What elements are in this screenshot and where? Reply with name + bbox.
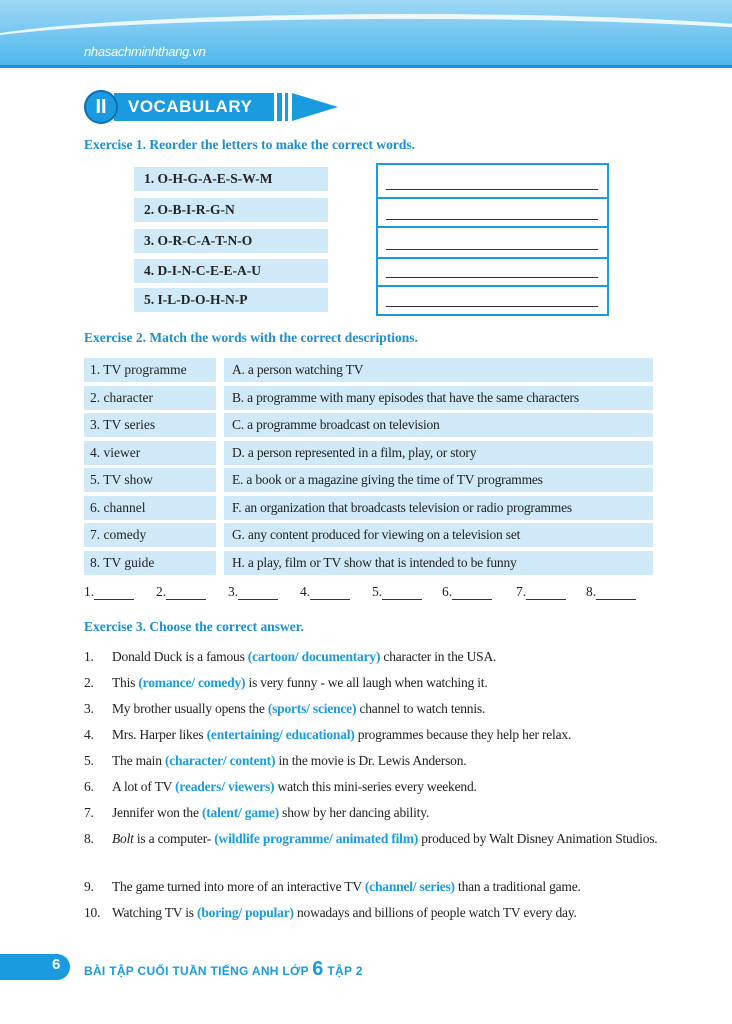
match-answer-blank[interactable]: 1. [84, 584, 134, 600]
match-answer-blank[interactable]: 6. [442, 584, 492, 600]
answer-blank[interactable] [386, 219, 598, 220]
scramble-item: 5. I-L-D-O-H-N-P [134, 288, 328, 312]
match-description: G. any content produced for viewing on a television set [224, 523, 653, 547]
match-answer-blank[interactable]: 4. [300, 584, 350, 600]
match-description: A. a person watching TV [224, 358, 653, 382]
answer-options[interactable]: (wildlife programme/ animated film) [214, 831, 419, 846]
match-answer-line [84, 584, 654, 604]
match-word: 7. comedy [84, 523, 216, 547]
header-rule [0, 65, 732, 68]
divider [378, 197, 607, 199]
divider [378, 285, 607, 287]
scramble-item: 1. O-H-G-A-E-S-W-M [134, 167, 328, 191]
section-number: II [84, 90, 118, 124]
answer-options[interactable]: (boring/ popular) [197, 905, 294, 920]
page-number: 6 [52, 956, 61, 973]
page-footer [0, 954, 732, 980]
match-word: 1. TV programme [84, 358, 216, 382]
heading-bar [285, 93, 288, 121]
answer-blank[interactable] [386, 277, 598, 278]
match-answer-blank[interactable]: 2. [156, 584, 206, 600]
match-word: 4. viewer [84, 441, 216, 465]
match-word: 8. TV guide [84, 551, 216, 575]
answer-options[interactable]: (channel/ series) [364, 879, 455, 894]
scramble-item: 2. O-B-I-R-G-N [134, 198, 328, 222]
answer-options[interactable]: (entertaining/ educational) [206, 727, 355, 742]
match-description: H. a play, film or TV show that is intended to be funny [224, 551, 653, 575]
answer-blank[interactable] [386, 306, 598, 307]
answer-box [376, 163, 609, 316]
heading-bar [277, 93, 282, 121]
divider [378, 226, 607, 228]
match-answer-blank[interactable]: 3. [228, 584, 278, 600]
match-description: E. a book or a magazine giving the time of TV programmes [224, 468, 653, 492]
answer-options[interactable]: (readers/ viewers) [175, 779, 275, 794]
answer-options[interactable]: (talent/ game) [201, 805, 279, 820]
match-word: 5. TV show [84, 468, 216, 492]
answer-options[interactable]: (cartoon/ documentary) [247, 649, 381, 664]
answer-blank[interactable] [386, 249, 598, 250]
answer-options[interactable]: (sports/ science) [267, 701, 357, 716]
match-answer-blank[interactable]: 5. [372, 584, 422, 600]
match-answer-blank[interactable]: 7. [516, 584, 566, 600]
divider [378, 257, 607, 259]
match-word: 3. TV series [84, 413, 216, 437]
scramble-item: 4. D-I-N-C-E-E-A-U [134, 259, 328, 283]
site-watermark: nhasachminhthang.vn [84, 44, 206, 59]
answer-options[interactable]: (character/ content) [164, 753, 276, 768]
section-title: VOCABULARY [114, 93, 274, 121]
match-description: D. a person represented in a film, play, or story [224, 441, 653, 465]
match-word: 2. character [84, 386, 216, 410]
match-description: F. an organization that broadcasts television or radio programmes [224, 496, 653, 520]
exercise3-title: Exercise 3. Choose the correct answer. [84, 619, 304, 634]
scramble-item: 3. O-R-C-A-T-N-O [134, 229, 328, 253]
match-description: B. a programme with many episodes that have the same characters [224, 386, 653, 410]
page-header [0, 0, 732, 68]
match-description: C. a programme broadcast on television [224, 413, 653, 437]
exercise2-title: Exercise 2. Match the words with the correct descriptions. [84, 330, 418, 345]
section-heading [84, 90, 344, 124]
heading-arrow [292, 93, 338, 121]
header-swoosh [0, 14, 732, 68]
answer-options[interactable]: (romance/ comedy) [138, 675, 246, 690]
match-word: 6. channel [84, 496, 216, 520]
exercise1-title: Exercise 1. Reorder the letters to make the correct words. [84, 137, 416, 152]
answer-blank[interactable] [386, 189, 598, 190]
match-answer-blank[interactable]: 8. [586, 584, 636, 600]
book-title: BÀI TẬP CUỐI TUẦN TIẾNG ANH LỚP 6 TẬP 2 [84, 958, 363, 980]
